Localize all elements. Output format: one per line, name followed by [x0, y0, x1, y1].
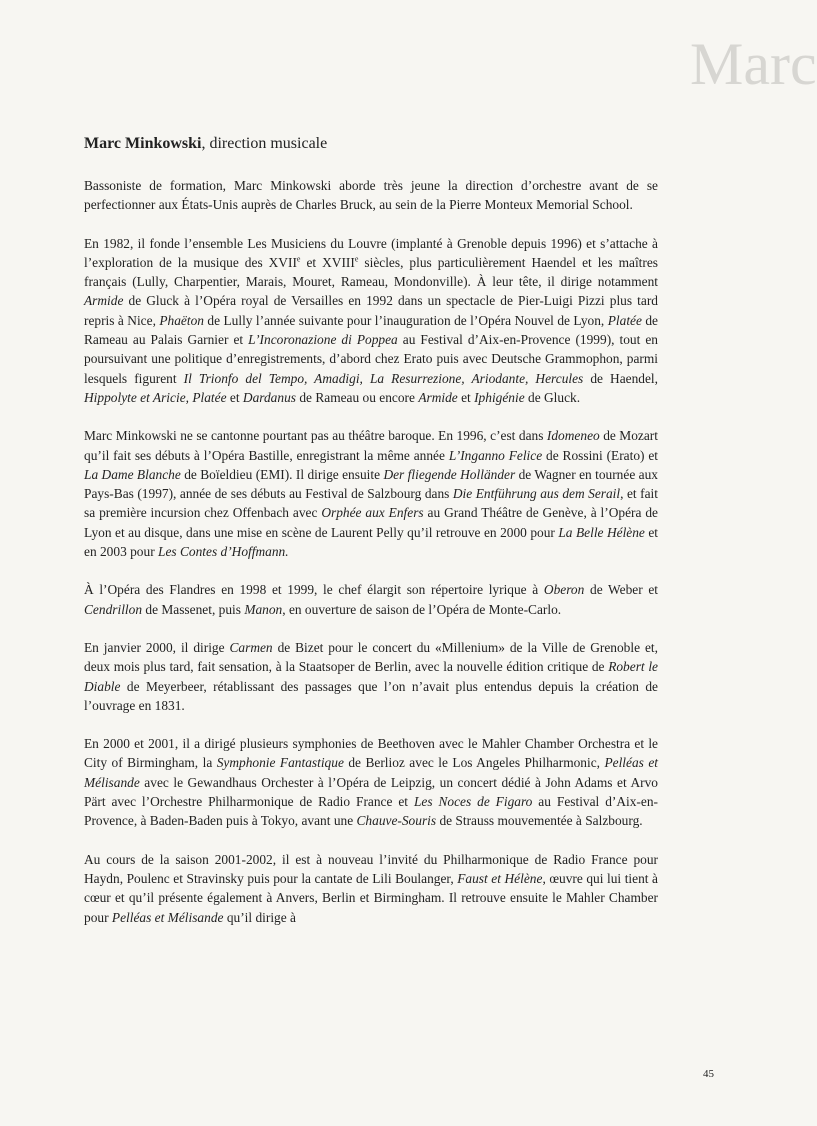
text-run: En 2000 et 2001, il a dirigé plusieurs symphonies de Beethoven avec le Mahler Chamber Orchestra et le City of Birmingham, la	[84, 736, 658, 771]
text-run: au Festival d’Aix-en-Provence, à Baden-Baden puis à Tokyo, avant une	[84, 794, 658, 829]
italic-title: Il Trionfo del Tempo, Amadigi, La Resurrezione, Ariodante, Hercules	[183, 370, 584, 386]
italic-title: Dardanus	[242, 389, 296, 405]
text-run: de Haendel,	[583, 370, 658, 386]
text-run: de Strauss mouvementée à Salzbourg.	[436, 813, 643, 829]
heading-role: , direction musicale	[201, 135, 328, 152]
text-run: En 1982, il fonde l’ensemble Les Musiciens du Louvre (implanté à Grenoble depuis 1996) et s’attache à l’exploration de la musique des XVII	[84, 235, 658, 270]
section-heading	[84, 134, 658, 154]
italic-title: Chauve-Souris	[356, 813, 437, 829]
italic-title: La Belle Hélène	[558, 524, 645, 540]
text-run: de Gluck à l’Opéra royal de Versailles en 1992 dans un spectacle de Pier-Luigi Pizzi plus tard repris à Nice,	[84, 293, 658, 328]
page-number: 45	[703, 1068, 714, 1080]
text-run: et	[457, 389, 475, 405]
text-run: , œuvre qui lui tient à cœur et qu’il présente également à Anvers, Berlin et Birmingham. Il retrouve ensuite le Mahler Chamber pour	[84, 870, 659, 925]
text-run: de Gluck.	[524, 389, 581, 405]
text-run: de Massenet, puis	[142, 601, 245, 617]
text-run: de Meyerbeer, rétablissant des passages que l’on n’avait plus entendus depuis la création de l’ouvrage en 1831.	[84, 678, 658, 713]
italic-title: Pelléas et Mélisande	[84, 755, 658, 790]
text-run: de Bizet pour le concert du «Millenium» de la Ville de Grenoble et, deux mois plus tard, fait sensation, à la Staatsoper de Berlin, avec la nouvelle édition critique de	[84, 639, 658, 675]
paragraph	[84, 734, 658, 830]
paragraph	[84, 176, 658, 215]
text-run: de Rossini (Erato) et	[542, 447, 659, 463]
italic-title: Symphonie Fantastique	[216, 755, 344, 771]
text-run: e	[354, 254, 359, 264]
paragraph	[84, 234, 658, 408]
italic-title: La Dame Blanche	[84, 466, 181, 482]
italic-title: Orphée aux Enfers	[321, 505, 424, 521]
text-run: avec le Gewandhaus Orchester à l’Opéra de Leipzig, un concert dédié à John Adams et Arvo Pärt avec l’Orchestre Philharmonique de Radio France et	[84, 774, 658, 810]
text-run: et XVIII	[300, 254, 355, 270]
heading-name: Marc Minkowski	[84, 135, 202, 152]
text-run: , en ouverture de saison de l’Opéra de Monte-Carlo.	[282, 601, 562, 617]
italic-title: Manon	[244, 601, 283, 617]
paragraphs	[84, 176, 658, 927]
paragraph	[84, 850, 658, 927]
italic-title: Platée	[607, 312, 642, 328]
watermark-decoration: Marc	[690, 31, 817, 97]
italic-title: Hippolyte et Aricie, Platée	[84, 389, 227, 405]
italic-title: Die Entführung aus dem Serail	[452, 486, 621, 502]
italic-title: Armide	[418, 389, 458, 405]
italic-title: Carmen	[229, 639, 273, 655]
paragraph	[84, 426, 658, 561]
text-run: de Rameau au Palais Garnier et	[84, 312, 658, 348]
paragraph	[84, 638, 658, 715]
text-run: de Boïeldieu (EMI). Il dirige ensuite	[180, 466, 384, 482]
text-run: de Rameau ou encore	[295, 389, 419, 405]
italic-title: Faust et Hélène	[457, 870, 543, 886]
text-run: de Wagner en tournée aux Pays-Bas (1997), année de ses débuts au Festival de Salzbourg dans	[84, 466, 658, 502]
italic-title: Les Contes d’Hoffmann.	[158, 544, 289, 560]
italic-title: Idomeneo	[546, 428, 600, 444]
italic-title: Phaëton	[159, 312, 204, 328]
text-run: de Weber et	[584, 582, 658, 598]
paragraph	[84, 580, 658, 619]
italic-title: Pelléas et Mélisande	[111, 909, 224, 925]
text-run: et en 2003 pour	[84, 524, 659, 560]
italic-title: Cendrillon	[84, 601, 143, 617]
text-run: , et fait sa première incursion chez Offenbach avec	[84, 486, 658, 521]
text-run: de Berlioz avec le Los Angeles Philharmonic,	[343, 755, 605, 771]
text-run: e	[296, 254, 301, 264]
italic-title: L’Inganno Felice	[448, 447, 543, 463]
italic-title: Iphigénie	[474, 389, 525, 405]
italic-title: L’Incoronazione di Poppea	[248, 332, 398, 348]
text-run: de Mozart qu’il fait ses débuts à l’Opéra Bastille, enregistrant la même année	[84, 428, 658, 463]
text-run: siècles, plus particulièrement Haendel et les maîtres français (Lully, Charpentier, Marais, Mouret, Rameau, Mondonville). À leur tête, il dirige notamment	[84, 254, 658, 290]
text-run: En janvier 2000, il dirige	[84, 639, 230, 655]
text-run: qu’il dirige à	[223, 909, 296, 925]
text-run: et	[226, 389, 243, 405]
page-content	[84, 134, 658, 946]
text-run: au Festival d’Aix-en-Provence (1999), tout en poursuivant une politique d’enregistrements, d’abord chez Erato puis avec Deutsche Grammophon, parmi lesquels figurent	[84, 332, 659, 386]
italic-title: Oberon	[543, 582, 585, 598]
text-run: Marc Minkowski ne se cantonne pourtant pas au théâtre baroque. En 1996, c’est dans	[84, 428, 547, 444]
italic-title: Les Noces de Figaro	[413, 794, 533, 810]
text-run: de Lully l’année suivante pour l’inauguration de l’Opéra Nouvel de Lyon,	[203, 312, 608, 328]
italic-title: Robert le Diable	[84, 659, 658, 694]
italic-title: Armide	[84, 293, 124, 309]
text-run: Au cours de la saison 2001-2002, il est à nouveau l’invité du Philharmonique de Radio France pour Haydn, Poulenc et Stravinsky puis pour la cantate de Lili Boulanger,	[84, 851, 658, 886]
text-run: À l’Opéra des Flandres en 1998 et 1999, le chef élargit son répertoire lyrique à	[84, 582, 544, 598]
text-run: au Grand Théâtre de Genève, à l’Opéra de Lyon et au disque, dans une mise en scène de Laurent Pelly qu’il retrouve en 2000 pour	[84, 505, 658, 540]
italic-title: Der fliegende Holländer	[383, 466, 516, 482]
text-run: Bassoniste de formation, Marc Minkowski aborde très jeune la direction d’orchestre avant de se perfectionner aux États-Unis auprès de Charles Bruck, au sein de la Pierre Monteux Memorial School.	[84, 178, 658, 213]
